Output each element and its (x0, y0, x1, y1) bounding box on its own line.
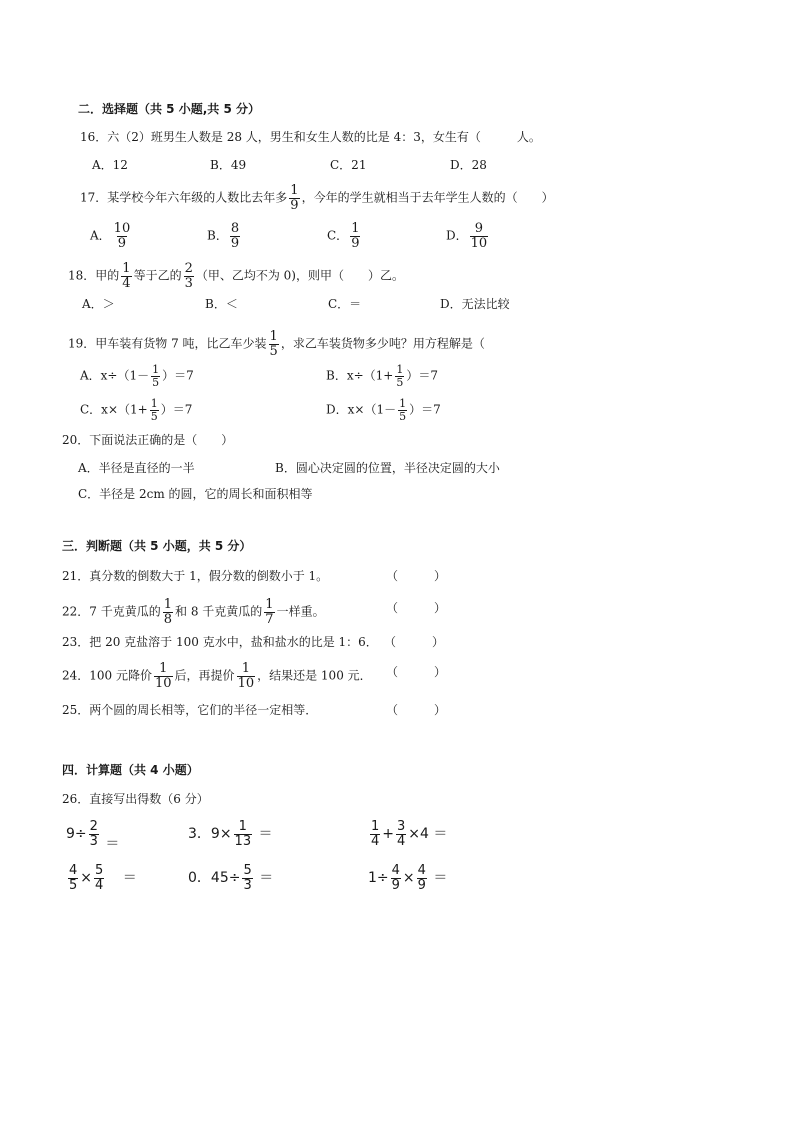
question-16-option-a: A．12 (92, 158, 128, 172)
question-19-option-a (80, 364, 194, 388)
denominator: 9 (117, 235, 127, 251)
numerator: 8 (230, 221, 240, 236)
fraction (417, 864, 427, 892)
question-18-option-c: C．＝ (328, 297, 362, 311)
numerator: 4 (69, 863, 78, 878)
denominator: 5 (399, 409, 407, 423)
question-26-title: 26．直接写出得数（6 分） (62, 792, 209, 806)
denominator: 10 (237, 675, 255, 691)
numerator: 1 (122, 261, 131, 276)
fraction (89, 820, 99, 848)
fraction (230, 222, 240, 250)
calc-text: 9÷ (66, 826, 87, 843)
question-17-option-d (446, 222, 490, 250)
denominator: 3 (184, 275, 193, 291)
denominator: 9 (417, 877, 426, 893)
fraction (396, 820, 406, 848)
operator: × (402, 870, 415, 887)
question-19-option-d (326, 398, 441, 422)
option-text-end: ）＝7 (160, 402, 193, 417)
question-24-text-b: 后，再提价 (174, 668, 235, 683)
question-23-text: 23．把 20 克盐溶于 100 克水中，盐和盐水的比是 1：6． (62, 635, 378, 649)
question-24-answer-blank[interactable]: （ ） (386, 665, 447, 679)
question-16-option-d: D．28 (450, 158, 487, 172)
fraction (269, 330, 279, 358)
calc-3 (368, 820, 447, 848)
question-18-stem (68, 262, 404, 290)
question-24-text-a: 24．100 元降价 (62, 668, 152, 683)
question-19-stem-a: 19．甲车装有货物 7 吨，比乙车少装 (68, 336, 267, 351)
question-19-stem (68, 330, 485, 358)
denominator: 5 (152, 375, 160, 389)
fraction (184, 262, 194, 290)
calc-4 (66, 864, 137, 892)
numerator: 1 (150, 397, 158, 410)
question-18-stem-b: 等于乙的 (133, 268, 182, 283)
question-18-stem-a: 18．甲的 (68, 268, 120, 283)
option-label: D． (446, 228, 468, 243)
question-22-text-a: 22．7 千克黄瓜的 (62, 604, 161, 619)
calc-1 (66, 819, 120, 853)
option-text: A．x÷（1－ (80, 368, 150, 383)
numerator: 10 (113, 221, 131, 236)
option-text-end: ）＝7 (409, 402, 441, 417)
section-3-title: 三．判断题（共 5 小题，共 5 分） (62, 539, 252, 553)
question-17-stem-b: ，今年的学生就相当于去年学生人数的（ ） (301, 190, 554, 205)
denominator: 4 (371, 833, 380, 849)
numerator: 1 (241, 661, 250, 676)
question-23-answer-blank[interactable]: （ ） (384, 635, 445, 649)
numerator: 1 (238, 819, 247, 834)
option-text: B．x÷（1+ (326, 368, 394, 383)
denominator: 9 (230, 235, 240, 251)
fraction (395, 364, 404, 388)
fraction (151, 364, 160, 388)
operator: + (382, 826, 395, 843)
numerator: 4 (391, 863, 400, 878)
numerator: 2 (89, 819, 98, 834)
option-label: B． (207, 228, 228, 243)
numerator: 9 (474, 221, 484, 236)
question-18-option-a: A．＞ (82, 297, 115, 311)
option-label: A． (90, 228, 111, 243)
option-text: C．x×（1+ (80, 402, 148, 417)
denominator: 5 (396, 375, 404, 389)
equals-sign: ＝ (258, 826, 273, 843)
fraction (94, 864, 104, 892)
denominator: 13 (234, 833, 252, 849)
equals-sign: ＝ (122, 870, 137, 887)
denominator: 10 (470, 235, 488, 251)
denominator: 5 (269, 343, 278, 359)
numerator: 1 (351, 221, 360, 236)
question-22-text-b: 和 8 千克黄瓜的 (175, 604, 263, 619)
denominator: 3 (89, 833, 98, 849)
numerator: 5 (95, 863, 104, 878)
fraction (391, 864, 401, 892)
numerator: 1 (290, 183, 299, 198)
fraction (237, 662, 256, 690)
fraction (289, 184, 299, 212)
numerator: 1 (399, 397, 407, 410)
question-20-stem: 20．下面说法正确的是（ ） (62, 433, 234, 447)
fraction (121, 262, 131, 290)
calc-2 (188, 820, 273, 848)
question-18-stem-c: （甲、乙均不为 0)，则甲（ ）乙。 (195, 268, 404, 283)
denominator: 4 (397, 833, 406, 849)
question-18-option-d: D．无法比较 (440, 297, 510, 311)
question-17-stem (80, 184, 554, 212)
section-2-title: 二．选择题（共 5 小题,共 5 分） (78, 102, 260, 116)
equals-sign: ＝ (259, 870, 274, 887)
numerator: 1 (265, 597, 274, 612)
calc-5 (188, 864, 273, 892)
fraction (163, 598, 173, 626)
question-18-option-b: B．＜ (205, 297, 238, 311)
question-25-text: 25．两个圆的周长相等，它们的半径一定相等． (62, 703, 318, 717)
equals-sign: ＝ (433, 826, 448, 843)
fraction (113, 222, 132, 250)
numerator: 1 (159, 661, 168, 676)
fraction (242, 864, 252, 892)
fraction (470, 222, 489, 250)
numerator: 1 (269, 329, 278, 344)
numerator: 3 (397, 819, 406, 834)
calc-text: 0．45÷ (188, 870, 241, 887)
denominator: 5 (150, 409, 158, 423)
numerator: 5 (243, 863, 252, 878)
question-21-text: 21．真分数的倒数大于 1，假分数的倒数小于 1。 (62, 569, 329, 583)
question-22-text-c: 一样重。 (276, 604, 325, 619)
question-20-option-a: A．半径是直径的一半 (78, 461, 195, 475)
operator: × (80, 870, 93, 887)
question-20-option-b: B．圆心决定圆的位置，半径决定圆的大小 (275, 461, 500, 475)
calc-text: ×4 (408, 826, 429, 843)
denominator: 9 (391, 877, 400, 893)
question-16-option-c: C．21 (330, 158, 367, 172)
question-16-stem: 16．六（2）班男生人数是 28 人，男生和女生人数的比是 4：3，女生有（ 人。 (80, 130, 541, 144)
denominator: 10 (155, 675, 172, 691)
calc-text: 1÷ (368, 870, 389, 887)
question-17-option-c (327, 222, 362, 250)
question-19-stem-b: ，求乙车装货物多少吨？用方程解是（ (280, 336, 485, 351)
denominator: 9 (290, 197, 299, 213)
numerator: 1 (371, 819, 380, 834)
denominator: 4 (122, 275, 131, 291)
fraction (398, 398, 407, 422)
calc-6 (368, 864, 447, 892)
option-text: D．x×（1－ (326, 402, 397, 417)
question-22-answer-blank[interactable]: （ ） (386, 601, 447, 615)
question-16-option-b: B．49 (210, 158, 247, 172)
denominator: 3 (243, 877, 252, 893)
numerator: 2 (184, 261, 193, 276)
denominator: 5 (69, 877, 78, 893)
fraction (264, 598, 274, 626)
denominator: 7 (265, 611, 274, 627)
fraction (150, 398, 159, 422)
numerator: 1 (163, 597, 173, 612)
question-19-option-c (80, 398, 192, 422)
fraction (68, 864, 78, 892)
question-25-answer-blank[interactable]: （ ） (386, 703, 447, 717)
denominator: 4 (95, 877, 104, 893)
question-22-text (62, 598, 325, 626)
denominator: 9 (351, 235, 360, 251)
question-17-option-b (207, 222, 242, 250)
option-text-end: ）＝7 (162, 368, 194, 383)
equals-sign: ＝ (433, 870, 448, 887)
numerator: 1 (396, 363, 404, 376)
question-19-option-b (326, 364, 438, 388)
fraction (350, 222, 360, 250)
question-17-option-a (90, 222, 133, 250)
question-21-answer-blank[interactable]: （ ） (386, 569, 447, 583)
section-4-title: 四．计算题（共 4 小题） (62, 763, 199, 777)
question-24-text (62, 662, 372, 690)
question-24-text-c: ，结果还是 100 元． (257, 668, 372, 683)
question-17-stem-a: 17．某学校今年六年级的人数比去年多 (80, 190, 288, 205)
fraction (154, 662, 173, 690)
numerator: 1 (152, 363, 160, 376)
option-label: C． (327, 228, 349, 243)
equals-sign: ＝ (105, 836, 120, 853)
denominator: 8 (163, 611, 173, 627)
fraction (234, 820, 253, 848)
question-20-option-c: C．半径是 2cm 的圆，它的周长和面积相等 (78, 487, 313, 501)
calc-text: 3．9× (188, 826, 232, 843)
fraction (370, 820, 380, 848)
numerator: 4 (417, 863, 426, 878)
option-text-end: ）＝7 (406, 368, 438, 383)
